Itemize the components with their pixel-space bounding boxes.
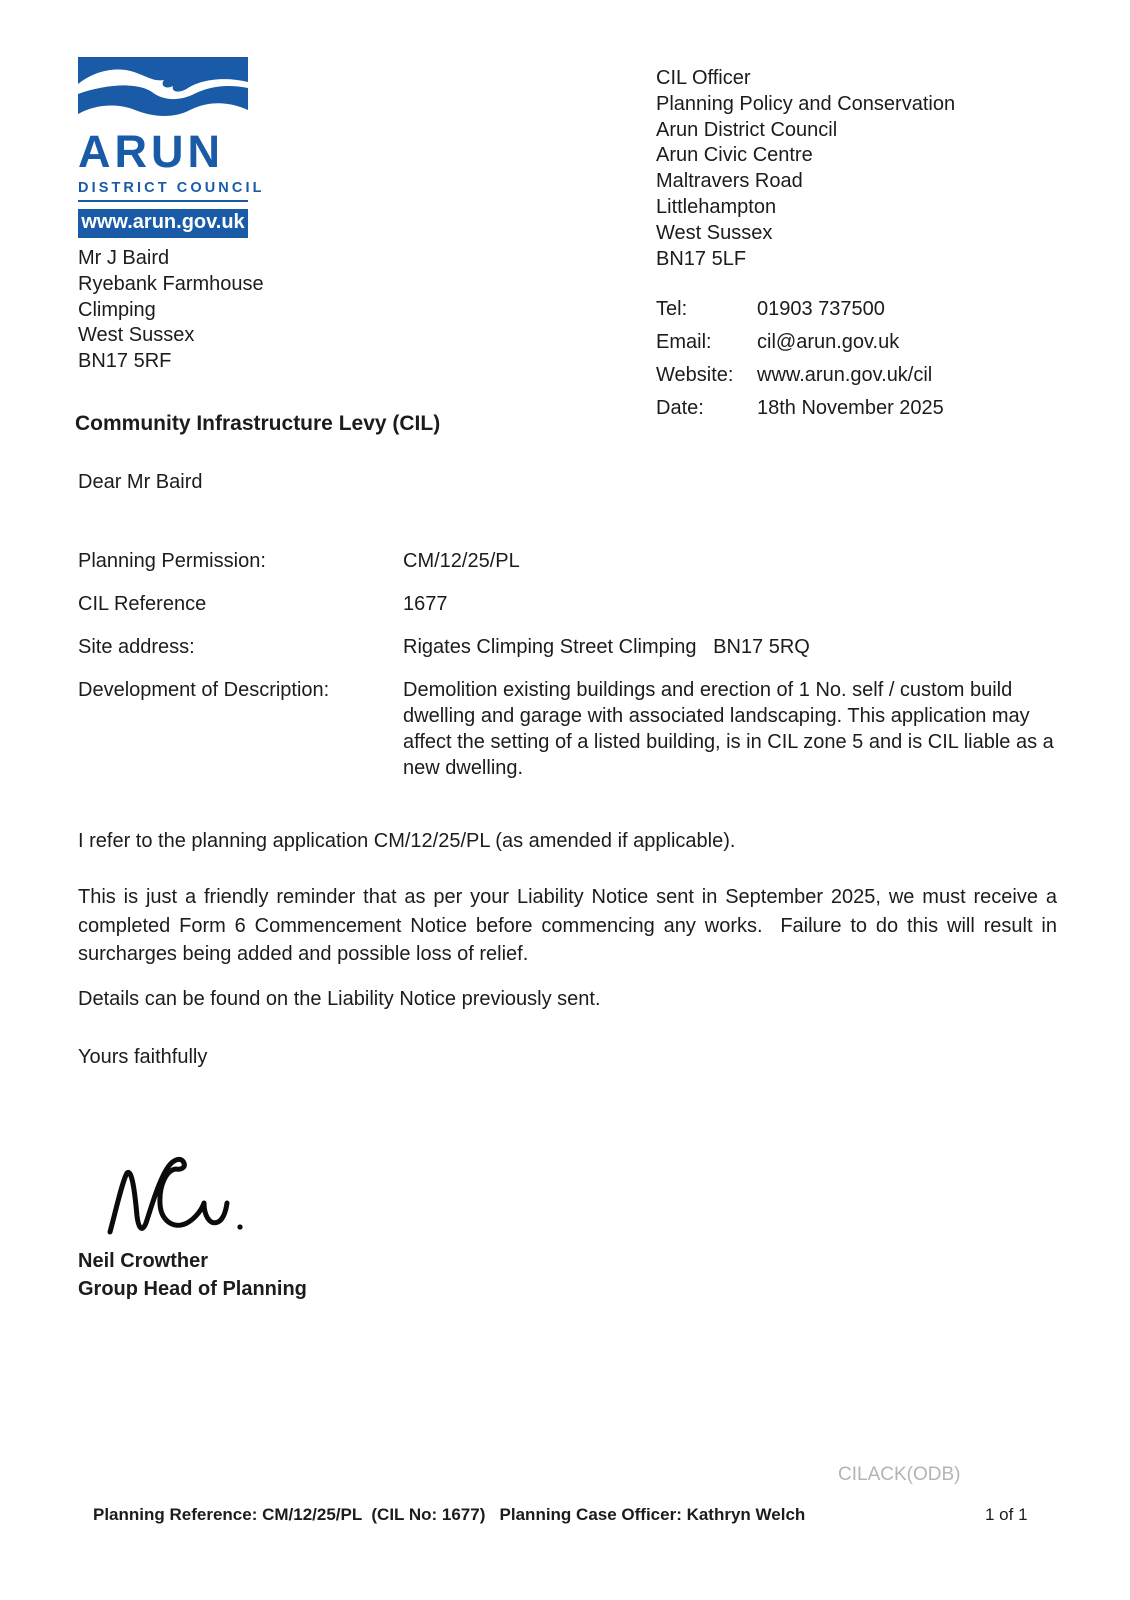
letter-subject-heading: Community Infrastructure Levy (CIL) [75,412,441,435]
sender-line: Arun Civic Centre [656,144,813,167]
date-value: 18th November 2025 [757,397,944,420]
site-address-value: Rigates Climping Street Climping BN17 5RQ [403,636,810,658]
sender-line: BN17 5LF [656,247,747,270]
planning-permission-label: Planning Permission: [78,550,266,572]
website-label: Website: [656,364,734,387]
salutation: Dear Mr Baird [78,471,203,493]
recipient-line: Ryebank Farmhouse [78,272,264,295]
sender-line: Arun District Council [656,118,838,141]
email-label: Email: [656,331,712,354]
planning-permission-value: CM/12/25/PL [403,550,520,572]
recipient-line: Mr J Baird [78,247,170,269]
website-value: www.arun.gov.uk/cil [757,364,933,387]
sender-line: Maltravers Road [656,170,803,193]
valediction: Yours faithfully [78,1046,208,1068]
contact-row-date [656,392,1056,425]
email-value: cil@arun.gov.uk [757,331,900,354]
handwritten-signature [96,1118,261,1236]
body-paragraph-reminder: This is just a friendly reminder that as per your Liability Notice sent in September 2025, we must receive a completed Form 6 Commencement Notice before commencing any works. Failure to do this will result in surcharges being added and possible loss of relief. [78,886,1063,965]
document-code-watermark: CILACK(ODB) [838,1464,961,1485]
detail-row-planning-permission [78,548,1056,574]
date-label: Date: [656,397,704,420]
application-details-table [78,548,1060,798]
contact-row-tel [656,293,1056,326]
contact-rows [656,293,1056,425]
contact-row-website [656,359,1056,392]
body-paragraph-details: Details can be found on the Liability Notice previously sent. [78,988,601,1010]
recipient-line: Climping [78,298,156,321]
recipient-line: West Sussex [78,324,195,347]
detail-row-site-address [78,634,1056,660]
logo-website-bar: www.arun.gov.uk [78,209,248,238]
detail-row-development-description [78,677,1060,781]
body-paragraph-refer: I refer to the planning application CM/12/25/PL (as amended if applicable). [78,830,736,852]
cil-reference-value: 1677 [403,593,448,615]
site-address-label: Site address: [78,636,195,658]
development-description-value: Demolition existing buildings and erection of 1 No. self / custom build dwelling and garage with associated landscaping. This application may affect the setting of a listed building, is in CIL zone 5 and is CIL liable as a new dwelling. [403,679,1060,779]
signatory-title: Group Head of Planning [78,1278,307,1300]
sender-line: West Sussex [656,221,773,244]
logo-suborg-name: DISTRICT COUNCIL [78,180,248,202]
tel-label: Tel: [656,298,688,321]
signatory-block [78,1247,307,1303]
tel-value: 01903 737500 [757,298,885,321]
contact-row-email [656,326,1056,359]
footer-page-number: 1 of 1 [985,1505,1028,1524]
sender-line: Littlehampton [656,195,777,218]
cil-reference-label: CIL Reference [78,593,207,615]
recipient-line: BN17 5RF [78,350,172,373]
sender-line: CIL Officer [656,67,751,89]
council-logo [78,57,265,238]
detail-row-cil-reference [78,591,1056,617]
logo-org-name: ARUN [78,126,224,177]
development-description-label: Development of Description: [78,679,330,701]
recipient-address-block [78,246,264,375]
sender-line: Planning Policy and Conservation [656,92,956,115]
footer-reference-line: Planning Reference: CM/12/25/PL (CIL No: 1677) Planning Case Officer: Kathryn Welch [93,1505,806,1524]
signatory-name: Neil Crowther [78,1250,209,1272]
seagull-wave-logo-icon [78,57,248,125]
sender-address-block [656,66,1056,425]
